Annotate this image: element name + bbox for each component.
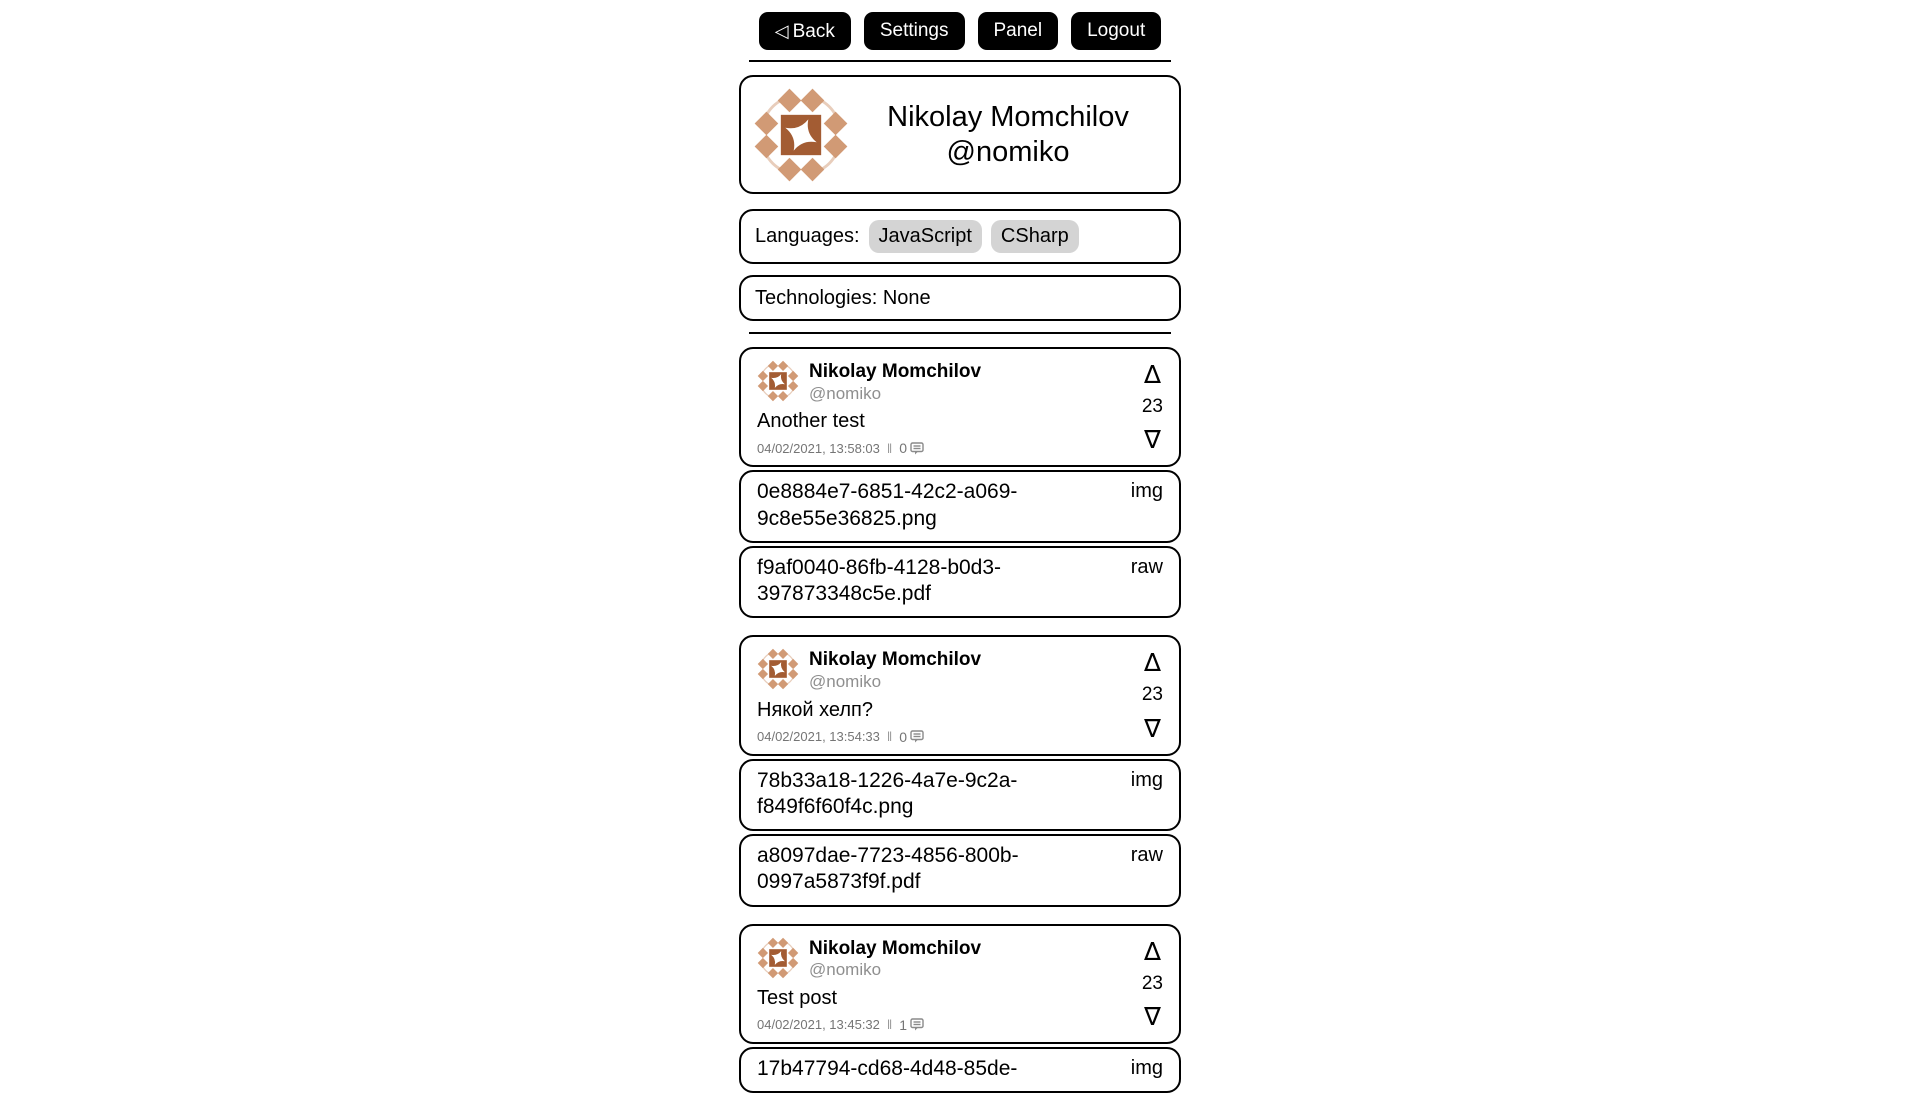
attachment-row[interactable] [739,834,1181,907]
post-card[interactable] [739,635,1181,755]
attachment-row[interactable] [739,1047,1181,1093]
comment-bubble-icon [910,442,924,455]
vote-column [1141,360,1163,455]
upvote-button[interactable]: ∆ [1144,648,1161,678]
technologies-card [739,275,1181,321]
profile-names [849,100,1167,168]
attachment-row[interactable] [739,759,1181,832]
meta-separator: ‖ [886,1017,893,1033]
comment-count [899,440,924,456]
post-card[interactable] [739,924,1181,1044]
attachment-type: raw [1130,555,1163,578]
profile-name: Nikolay Momchilov [887,101,1129,134]
post-author-avatar [757,937,799,979]
logout-button[interactable]: Logout [1071,12,1161,50]
post-meta [757,729,1163,745]
post-group [739,924,1181,1093]
post-title: Някой хелп? [757,698,873,721]
attachment-filename: 0e8884e7-6851-42c2-a069-9c8e55e36825.png [757,480,1018,530]
toolbar [739,12,1181,50]
meta-separator: ‖ [886,729,893,745]
post-author-avatar [757,648,799,690]
attachment-filename: f9af0040-86fb-4128-b0d3-397873348c5e.pdf [757,555,1002,606]
comment-bubble-icon [910,1018,924,1031]
back-button-label: Back [792,21,835,42]
posts-divider [749,332,1171,334]
post-card[interactable] [739,347,1181,467]
post-meta [757,440,1163,456]
attachment-type: img [1130,480,1163,503]
post-meta [757,1017,1163,1033]
attachment-filename: 17b47794-cd68-4d48-85de- [757,1056,1018,1080]
comment-bubble-icon [910,730,924,743]
profile-card [739,75,1181,194]
profile-avatar [753,87,849,183]
technologies-label: Technologies: None [755,286,931,309]
meta-separator: ‖ [886,440,893,456]
post-author-block [809,937,981,980]
language-tag-javascript: JavaScript [869,220,982,253]
attachment-row[interactable] [739,470,1181,543]
back-button[interactable] [759,12,851,50]
vote-count: 23 [1141,396,1163,418]
settings-button[interactable]: Settings [864,12,965,50]
post-group [739,635,1181,906]
downvote-button[interactable]: ∇ [1144,1001,1161,1031]
comment-count-value: 0 [899,440,908,457]
post-title: Another test [757,410,865,433]
vote-column [1141,936,1163,1031]
post-title: Test post [757,986,838,1009]
comment-count-value: 1 [899,1016,908,1033]
post-author-row [757,937,1163,980]
vote-count: 23 [1141,684,1163,706]
post-author-row [757,648,1163,691]
attachment-filename: a8097dae-7723-4856-800b-0997a5873f9f.pdf [757,844,1019,894]
post-author-block [809,648,981,691]
post-author-name: Nikolay Momchilov [809,937,982,959]
post-author-block [809,360,981,403]
upvote-button[interactable]: ∆ [1144,360,1161,389]
language-tag-csharp: CSharp [991,220,1079,253]
post-timestamp: 04/02/2021, 13:58:03 [757,440,880,456]
post-author-handle: @nomiko [809,672,882,692]
top-divider [749,60,1171,62]
back-arrow-icon: ◁ [774,21,789,41]
comment-count-value: 0 [899,728,908,745]
comment-count [899,1017,924,1033]
post-timestamp: 04/02/2021, 13:45:32 [757,1017,880,1033]
attachment-row[interactable] [739,546,1181,619]
panel-button[interactable]: Panel [978,12,1059,50]
downvote-button[interactable]: ∇ [1144,713,1161,743]
attachment-type: raw [1130,844,1163,867]
profile-page [739,0,1181,1093]
post-author-handle: @nomiko [809,383,882,403]
post-author-handle: @nomiko [809,960,882,980]
post-group [739,347,1181,618]
post-timestamp: 04/02/2021, 13:54:33 [757,729,880,745]
vote-count: 23 [1141,972,1163,994]
attachment-type: img [1130,1056,1163,1079]
post-author-name: Nikolay Momchilov [809,649,982,671]
post-author-row [757,360,1163,403]
vote-column [1141,648,1163,743]
attachment-type: img [1130,768,1163,791]
profile-handle: @nomiko [946,135,1070,168]
languages-card [739,209,1181,264]
languages-label: Languages: [755,225,860,247]
downvote-button[interactable]: ∇ [1144,425,1161,455]
attachment-filename: 78b33a18-1226-4a7e-9c2a-f849f6f60f4c.png [757,768,1018,818]
upvote-button[interactable]: ∆ [1144,936,1161,966]
comment-count [899,729,924,745]
post-author-name: Nikolay Momchilov [809,361,982,382]
post-author-avatar [757,360,799,402]
